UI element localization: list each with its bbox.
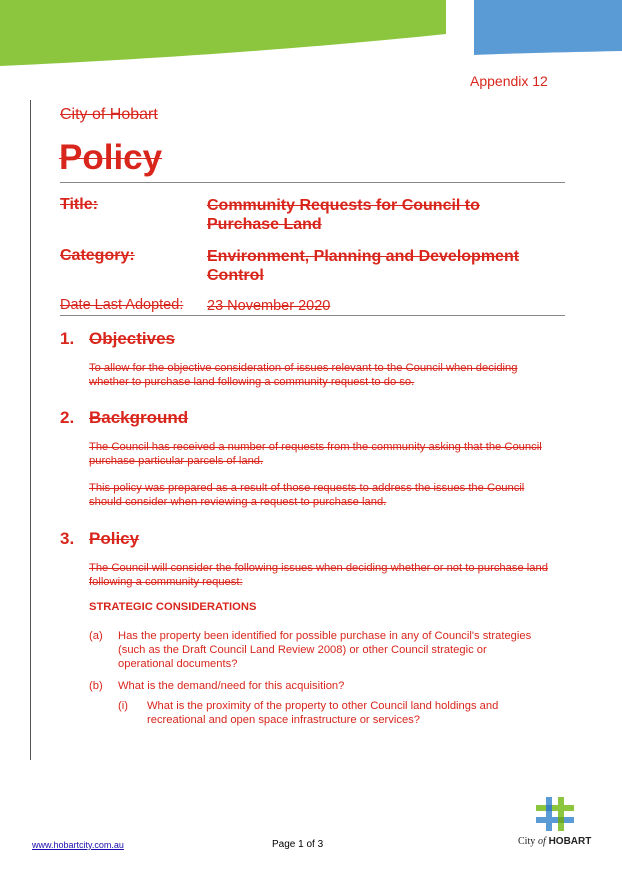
document-type-title: Policy (59, 138, 163, 177)
footer-page-number: Page 1 of 3 (272, 839, 324, 850)
logo-text-city: City (518, 836, 536, 847)
title-value: Community Requests for Council to Purchase Land (207, 197, 480, 233)
objectives-paragraph: To allow for the objective consideration of issues relevant to the Council when deciding whether to purchase land following a community request to do so. (89, 362, 518, 388)
city-of-hobart-logo-icon (536, 797, 574, 831)
appendix-label: Appendix 12 (470, 73, 548, 89)
list-item (118, 699, 558, 729)
blue-wave (474, 0, 622, 55)
section-title: Background (89, 408, 189, 427)
section-number: 3. (60, 529, 75, 548)
section-title: Policy (89, 529, 140, 548)
list-item-text: Has the property been identified for possible purchase in any of Council's strategies (such as the Draft Council Land Review 2008) or other Council strategic or operational documents? (118, 630, 532, 670)
section-number: 2. (60, 408, 75, 427)
date-value: 23 November 2020 (207, 298, 331, 314)
header-banner (0, 0, 622, 70)
logo-text-of: of (538, 836, 546, 847)
section-heading-background (60, 408, 188, 428)
list-item-text: What is the proximity of the property to other Council land holdings and recreational and open space infrastructure or services? (147, 700, 499, 726)
green-wave (0, 0, 446, 66)
title-label: Title: (60, 196, 98, 213)
policy-paragraph: The Council will consider the following issues when deciding whether or not to purchase land following a community request: (89, 562, 548, 588)
section-number: 1. (60, 329, 75, 348)
logo-text-name: HOBART (548, 836, 592, 847)
list-item-label: (b) (89, 680, 103, 692)
list-item (89, 679, 549, 695)
footer-website-link[interactable]: www.hobartcity.com.au (32, 840, 124, 850)
category-label: Category: (60, 247, 135, 264)
margin-rule (30, 100, 31, 760)
list-item-label: (a) (89, 630, 103, 642)
strategic-considerations-subheading: STRATEGIC CONSIDERATIONS (89, 601, 257, 613)
divider-top (60, 182, 565, 183)
section-title: Objectives (89, 329, 175, 348)
date-label: Date Last Adopted: (60, 297, 184, 313)
divider-bottom (60, 315, 565, 316)
background-paragraph-1: The Council has received a number of requests from the community asking that the Council purchase particular parcels of land. (89, 441, 542, 467)
list-item (89, 629, 549, 673)
organization-name: City of Hobart (60, 106, 158, 123)
city-of-hobart-wordmark (518, 836, 591, 847)
section-heading-policy (60, 529, 139, 549)
background-paragraph-2: This policy was prepared as a result of those requests to address the issues the Council should consider when reviewing a request to purchase land. (89, 482, 525, 508)
list-item-text: What is the demand/need for this acquisition? (118, 680, 345, 692)
category-value: Environment, Planning and Development Control (207, 248, 520, 284)
section-heading-objectives (60, 329, 175, 349)
list-item-label: (i) (118, 700, 128, 712)
